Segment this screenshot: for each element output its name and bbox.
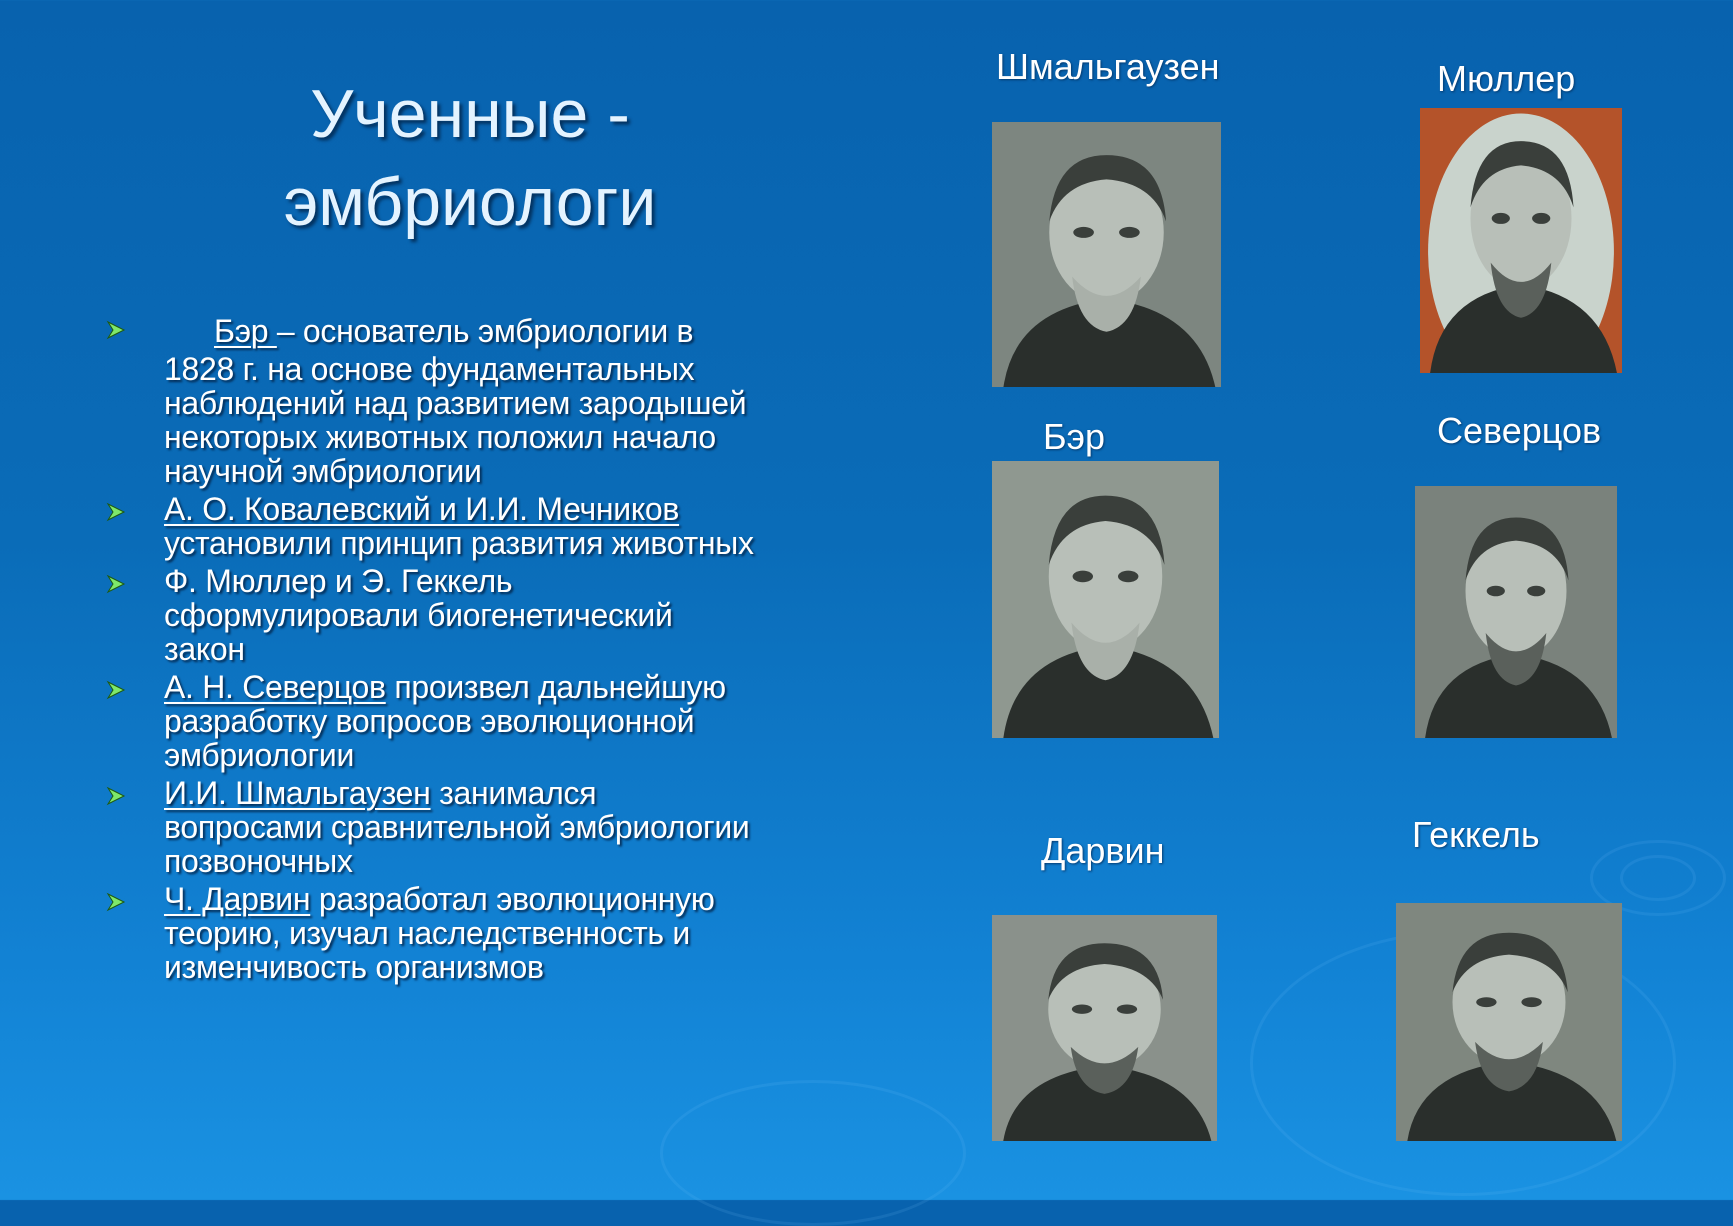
portrait-image [992,122,1221,387]
background-ripple [1620,855,1696,901]
bullet-text-line: изменчивость организмов [164,949,544,985]
slide-title [180,70,760,246]
bullet-text-line: сформулировали биогенетический [164,597,673,633]
scientist-name-link[interactable]: А. Н. Северцов [164,669,386,705]
portrait-image [1415,486,1617,738]
portrait-image [1420,108,1622,373]
bullet-list [100,310,754,988]
bullet-text: занимался [430,775,597,811]
portrait-label: Дарвин [1041,830,1165,871]
bullet-first-line [164,310,754,352]
portrait-label: Геккель [1412,814,1540,855]
bullet-item [100,670,754,772]
bullet-text-line: 1828 г. на основе фундаментальных [164,351,695,387]
arrow-bullet-icon [106,574,126,594]
bullet-text: – основатель эмбриологии в [276,313,694,349]
scientist-name-link[interactable]: И.И. Шмальгаузен [164,775,431,811]
portrait-photo-shmalgauzen [992,122,1221,387]
title-line: Ученные - [310,76,630,152]
portrait-label: Северцов [1437,410,1602,451]
bullet-first-line [164,492,754,526]
bullet-item [100,564,754,666]
bullet-text-line: научной эмбриологии [164,453,482,489]
portrait-photo-severtsov [1415,486,1617,738]
bullet-text-line: эмбриологии [164,737,355,773]
arrow-bullet-icon [106,502,126,522]
bullet-text-line: позвоночных [164,843,353,879]
scientist-name-link[interactable]: А. О. Ковалевский и И.И. Мечников [164,491,680,527]
bullet-first-line [164,882,754,916]
portrait-photo-haeckel [1396,903,1622,1141]
bullet-text-line: некоторых животных положил начало [164,419,716,455]
bullet-text: разработал эволюционную [310,881,715,917]
portrait-photo-darwin [992,915,1217,1141]
bullet-item [100,882,754,984]
bullet-text-line: разработку вопросов эволюционной [164,703,695,739]
bullet-item [100,776,754,878]
bullet-text: произвел дальнейшую [385,669,726,705]
background-ripple [660,1080,966,1226]
bullet-text-line: вопросами сравнительной эмбриологии [164,809,750,845]
portrait-label: Бэр [1043,416,1106,457]
bullet-first-line [164,564,754,598]
arrow-bullet-icon [106,786,126,806]
portrait-photo-muller [1420,108,1622,373]
portrait-photo-baer [992,461,1219,738]
bullet-text-line: закон [164,631,245,667]
portrait-image [1396,903,1622,1141]
portrait-label: Шмальгаузен [996,46,1220,87]
arrow-bullet-icon [106,320,126,340]
scientist-name-link[interactable]: Бэр [214,313,277,349]
bullet-item [100,492,754,560]
bullet-text-line: наблюдений над развитием зародышей [164,385,747,421]
bullet-first-line [164,670,754,704]
portrait-image [992,461,1219,738]
bullet-text-line: установили принцип развития животных [164,525,754,561]
scientist-name-link[interactable]: Ч. Дарвин [164,881,311,917]
arrow-bullet-icon [106,892,126,912]
bullet-item [100,310,754,488]
bullet-text: Ф. Мюллер и Э. Геккель [164,563,513,599]
arrow-bullet-icon [106,680,126,700]
portrait-image [992,915,1217,1141]
title-line: эмбриологи [283,164,657,240]
bullet-first-line [164,776,754,810]
portrait-label: Мюллер [1437,58,1576,99]
bullet-text-line: теорию, изучал наследственность и [164,915,690,951]
